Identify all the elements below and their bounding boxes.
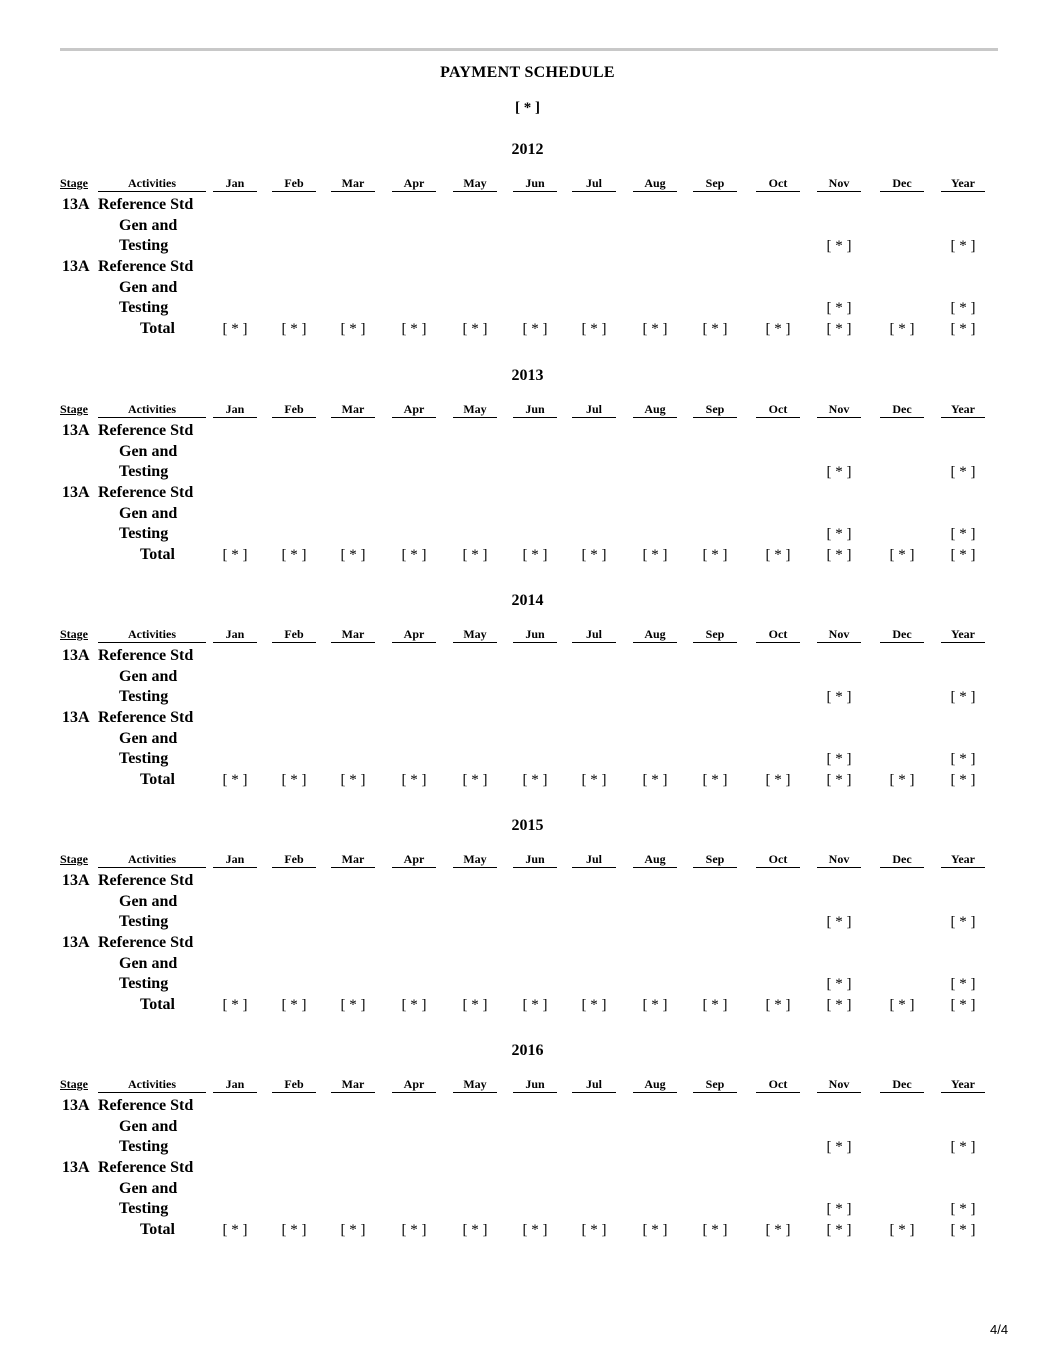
month-column-header: Dec [880, 1077, 924, 1093]
month-column-header: Jun [513, 852, 557, 868]
total-value: [ * ] [522, 772, 548, 788]
month-column-header: Nov [817, 176, 861, 192]
month-column-header: Mar [331, 402, 375, 418]
nov-value: [ * ] [826, 1139, 852, 1155]
total-value: [ * ] [702, 547, 728, 563]
activity-name-line: Testing [119, 913, 169, 930]
month-column-header: Apr [392, 402, 436, 418]
month-column-header: Mar [331, 627, 375, 643]
month-column-header: Sep [693, 1077, 737, 1093]
total-value: [ * ] [462, 772, 488, 788]
stage-code: 13A [62, 934, 90, 951]
activities-column-header: Activities [98, 176, 206, 192]
month-column-header: Oct [756, 852, 800, 868]
month-column-header: Sep [693, 176, 737, 192]
total-value: [ * ] [765, 997, 791, 1013]
total-value: [ * ] [222, 772, 248, 788]
month-column-header: Apr [392, 1077, 436, 1093]
nov-value: [ * ] [826, 238, 852, 254]
total-value: [ * ] [462, 1222, 488, 1238]
year-total-value: [ * ] [950, 238, 976, 254]
month-column-header: Oct [756, 176, 800, 192]
total-value: [ * ] [889, 772, 915, 788]
activities-column-header: Activities [98, 627, 206, 643]
total-value: [ * ] [401, 1222, 427, 1238]
year-column-header: Year [941, 402, 985, 418]
stage-code: 13A [62, 872, 90, 889]
month-column-header: Nov [817, 852, 861, 868]
total-value: [ * ] [702, 321, 728, 337]
document-title: PAYMENT SCHEDULE [440, 64, 615, 81]
month-column-header: Jun [513, 176, 557, 192]
month-column-header: Jan [213, 176, 257, 192]
activity-name-line: Testing [119, 299, 169, 316]
total-value: [ * ] [281, 547, 307, 563]
total-value: [ * ] [522, 321, 548, 337]
nov-value: [ * ] [826, 751, 852, 767]
total-value: [ * ] [826, 321, 852, 337]
month-column-header: Jan [213, 627, 257, 643]
total-value: [ * ] [950, 1222, 976, 1238]
nov-value: [ * ] [826, 1201, 852, 1217]
month-column-header: Apr [392, 627, 436, 643]
month-column-header: May [453, 1077, 497, 1093]
activity-name-line: Reference Std [98, 934, 194, 951]
section-year-title: 2012 [511, 141, 544, 158]
activity-name-line: Reference Std [98, 872, 194, 889]
month-column-header: Jul [572, 852, 616, 868]
schedule-section-2012 [0, 141, 1055, 376]
nov-value: [ * ] [826, 464, 852, 480]
activity-name-line: Testing [119, 1138, 169, 1155]
month-column-header: Jul [572, 402, 616, 418]
total-value: [ * ] [826, 547, 852, 563]
activity-name-line: Gen and [119, 279, 178, 296]
total-value: [ * ] [765, 772, 791, 788]
month-column-header: Aug [633, 627, 677, 643]
stage-code: 13A [62, 647, 90, 664]
month-column-header: Feb [272, 627, 316, 643]
total-value: [ * ] [642, 772, 668, 788]
section-year-title: 2014 [511, 592, 544, 609]
year-total-value: [ * ] [950, 976, 976, 992]
activities-column-header: Activities [98, 402, 206, 418]
year-total-value: [ * ] [950, 1201, 976, 1217]
total-value: [ * ] [401, 547, 427, 563]
total-value: [ * ] [462, 321, 488, 337]
total-value: [ * ] [950, 997, 976, 1013]
year-total-value: [ * ] [950, 914, 976, 930]
total-value: [ * ] [222, 1222, 248, 1238]
total-value: [ * ] [281, 1222, 307, 1238]
month-column-header: Apr [392, 852, 436, 868]
nov-value: [ * ] [826, 914, 852, 930]
nov-value: [ * ] [826, 300, 852, 316]
total-value: [ * ] [826, 1222, 852, 1238]
total-value: [ * ] [765, 1222, 791, 1238]
top-rule [60, 48, 998, 51]
total-value: [ * ] [222, 547, 248, 563]
month-column-header: Feb [272, 176, 316, 192]
month-column-header: Mar [331, 852, 375, 868]
total-label: Total [140, 996, 175, 1013]
month-column-header: Oct [756, 402, 800, 418]
month-column-header: Jun [513, 1077, 557, 1093]
activity-name-line: Reference Std [98, 709, 194, 726]
month-column-header: Aug [633, 402, 677, 418]
total-value: [ * ] [642, 997, 668, 1013]
month-column-header: Dec [880, 176, 924, 192]
total-label: Total [140, 771, 175, 788]
month-column-header: Feb [272, 1077, 316, 1093]
total-value: [ * ] [889, 1222, 915, 1238]
total-value: [ * ] [642, 321, 668, 337]
year-column-header: Year [941, 1077, 985, 1093]
total-value: [ * ] [889, 321, 915, 337]
stage-column-header: Stage [60, 176, 88, 190]
month-column-header: Mar [331, 176, 375, 192]
activity-name-line: Gen and [119, 668, 178, 685]
month-column-header: Sep [693, 852, 737, 868]
year-total-value: [ * ] [950, 689, 976, 705]
stage-column-header: Stage [60, 1077, 88, 1091]
month-column-header: May [453, 176, 497, 192]
total-value: [ * ] [340, 997, 366, 1013]
total-value: [ * ] [401, 997, 427, 1013]
stage-code: 13A [62, 709, 90, 726]
total-value: [ * ] [281, 997, 307, 1013]
total-value: [ * ] [462, 547, 488, 563]
total-value: [ * ] [281, 321, 307, 337]
total-value: [ * ] [222, 321, 248, 337]
total-value: [ * ] [340, 321, 366, 337]
stage-code: 13A [62, 484, 90, 501]
month-column-header: Jun [513, 627, 557, 643]
section-year-title: 2015 [511, 817, 544, 834]
month-column-header: Jul [572, 1077, 616, 1093]
total-value: [ * ] [765, 321, 791, 337]
page-number: 4/4 [990, 1322, 1009, 1337]
activity-name-line: Reference Std [98, 1097, 194, 1114]
activities-column-header: Activities [98, 1077, 206, 1093]
total-value: [ * ] [581, 772, 607, 788]
month-column-header: Jun [513, 402, 557, 418]
activity-name-line: Reference Std [98, 484, 194, 501]
month-column-header: Nov [817, 1077, 861, 1093]
activity-name-line: Testing [119, 688, 169, 705]
total-value: [ * ] [281, 772, 307, 788]
month-column-header: Jul [572, 176, 616, 192]
total-value: [ * ] [522, 547, 548, 563]
total-value: [ * ] [642, 1222, 668, 1238]
month-column-header: Jan [213, 402, 257, 418]
year-total-value: [ * ] [950, 1139, 976, 1155]
total-value: [ * ] [581, 547, 607, 563]
month-column-header: Nov [817, 627, 861, 643]
activity-name-line: Gen and [119, 893, 178, 910]
year-total-value: [ * ] [950, 300, 976, 316]
month-column-header: Nov [817, 402, 861, 418]
activity-name-line: Gen and [119, 1118, 178, 1135]
total-value: [ * ] [581, 1222, 607, 1238]
total-label: Total [140, 546, 175, 563]
activity-name-line: Reference Std [98, 196, 194, 213]
nov-value: [ * ] [826, 689, 852, 705]
total-value: [ * ] [702, 772, 728, 788]
month-column-header: Sep [693, 627, 737, 643]
total-value: [ * ] [826, 772, 852, 788]
total-value: [ * ] [702, 1222, 728, 1238]
total-label: Total [140, 1221, 175, 1238]
total-value: [ * ] [581, 321, 607, 337]
activity-name-line: Reference Std [98, 422, 194, 439]
month-column-header: Jan [213, 852, 257, 868]
month-column-header: May [453, 852, 497, 868]
month-column-header: Aug [633, 852, 677, 868]
total-value: [ * ] [889, 997, 915, 1013]
activity-name-line: Gen and [119, 443, 178, 460]
month-column-header: Dec [880, 402, 924, 418]
total-value: [ * ] [702, 997, 728, 1013]
year-total-value: [ * ] [950, 464, 976, 480]
activity-name-line: Gen and [119, 1180, 178, 1197]
year-total-value: [ * ] [950, 526, 976, 542]
activity-name-line: Reference Std [98, 258, 194, 275]
total-value: [ * ] [522, 1222, 548, 1238]
redacted-subtitle: [ * ] [515, 100, 540, 116]
stage-column-header: Stage [60, 852, 88, 866]
section-year-title: 2016 [511, 1042, 544, 1059]
month-column-header: Jan [213, 1077, 257, 1093]
total-value: [ * ] [401, 321, 427, 337]
year-column-header: Year [941, 627, 985, 643]
activity-name-line: Gen and [119, 730, 178, 747]
month-column-header: Dec [880, 852, 924, 868]
activity-name-line: Testing [119, 237, 169, 254]
total-value: [ * ] [340, 772, 366, 788]
month-column-header: Feb [272, 852, 316, 868]
stage-code: 13A [62, 1097, 90, 1114]
total-label: Total [140, 320, 175, 337]
activity-name-line: Gen and [119, 505, 178, 522]
month-column-header: Aug [633, 176, 677, 192]
schedule-section-2013 [0, 367, 1055, 602]
activity-name-line: Testing [119, 525, 169, 542]
total-value: [ * ] [950, 321, 976, 337]
month-column-header: Oct [756, 1077, 800, 1093]
year-column-header: Year [941, 176, 985, 192]
activity-name-line: Testing [119, 1200, 169, 1217]
activity-name-line: Gen and [119, 955, 178, 972]
month-column-header: May [453, 627, 497, 643]
month-column-header: Oct [756, 627, 800, 643]
stage-code: 13A [62, 1159, 90, 1176]
total-value: [ * ] [401, 772, 427, 788]
activities-column-header: Activities [98, 852, 206, 868]
total-value: [ * ] [222, 997, 248, 1013]
activity-name-line: Testing [119, 975, 169, 992]
month-column-header: Dec [880, 627, 924, 643]
year-total-value: [ * ] [950, 751, 976, 767]
month-column-header: Mar [331, 1077, 375, 1093]
month-column-header: Jul [572, 627, 616, 643]
month-column-header: Sep [693, 402, 737, 418]
schedule-section-2015 [0, 817, 1055, 1052]
month-column-header: May [453, 402, 497, 418]
nov-value: [ * ] [826, 976, 852, 992]
month-column-header: Apr [392, 176, 436, 192]
total-value: [ * ] [581, 997, 607, 1013]
stage-code: 13A [62, 258, 90, 275]
total-value: [ * ] [642, 547, 668, 563]
month-column-header: Feb [272, 402, 316, 418]
month-column-header: Aug [633, 1077, 677, 1093]
activity-name-line: Testing [119, 750, 169, 767]
activity-name-line: Reference Std [98, 647, 194, 664]
activity-name-line: Testing [119, 463, 169, 480]
total-value: [ * ] [889, 547, 915, 563]
activity-name-line: Gen and [119, 217, 178, 234]
total-value: [ * ] [826, 997, 852, 1013]
stage-column-header: Stage [60, 402, 88, 416]
nov-value: [ * ] [826, 526, 852, 542]
year-column-header: Year [941, 852, 985, 868]
schedule-section-2016 [0, 1042, 1055, 1277]
schedule-section-2014 [0, 592, 1055, 827]
activity-name-line: Reference Std [98, 1159, 194, 1176]
stage-code: 13A [62, 422, 90, 439]
stage-code: 13A [62, 196, 90, 213]
total-value: [ * ] [340, 1222, 366, 1238]
section-year-title: 2013 [511, 367, 544, 384]
total-value: [ * ] [340, 547, 366, 563]
total-value: [ * ] [765, 547, 791, 563]
stage-column-header: Stage [60, 627, 88, 641]
total-value: [ * ] [462, 997, 488, 1013]
total-value: [ * ] [950, 772, 976, 788]
total-value: [ * ] [950, 547, 976, 563]
total-value: [ * ] [522, 997, 548, 1013]
